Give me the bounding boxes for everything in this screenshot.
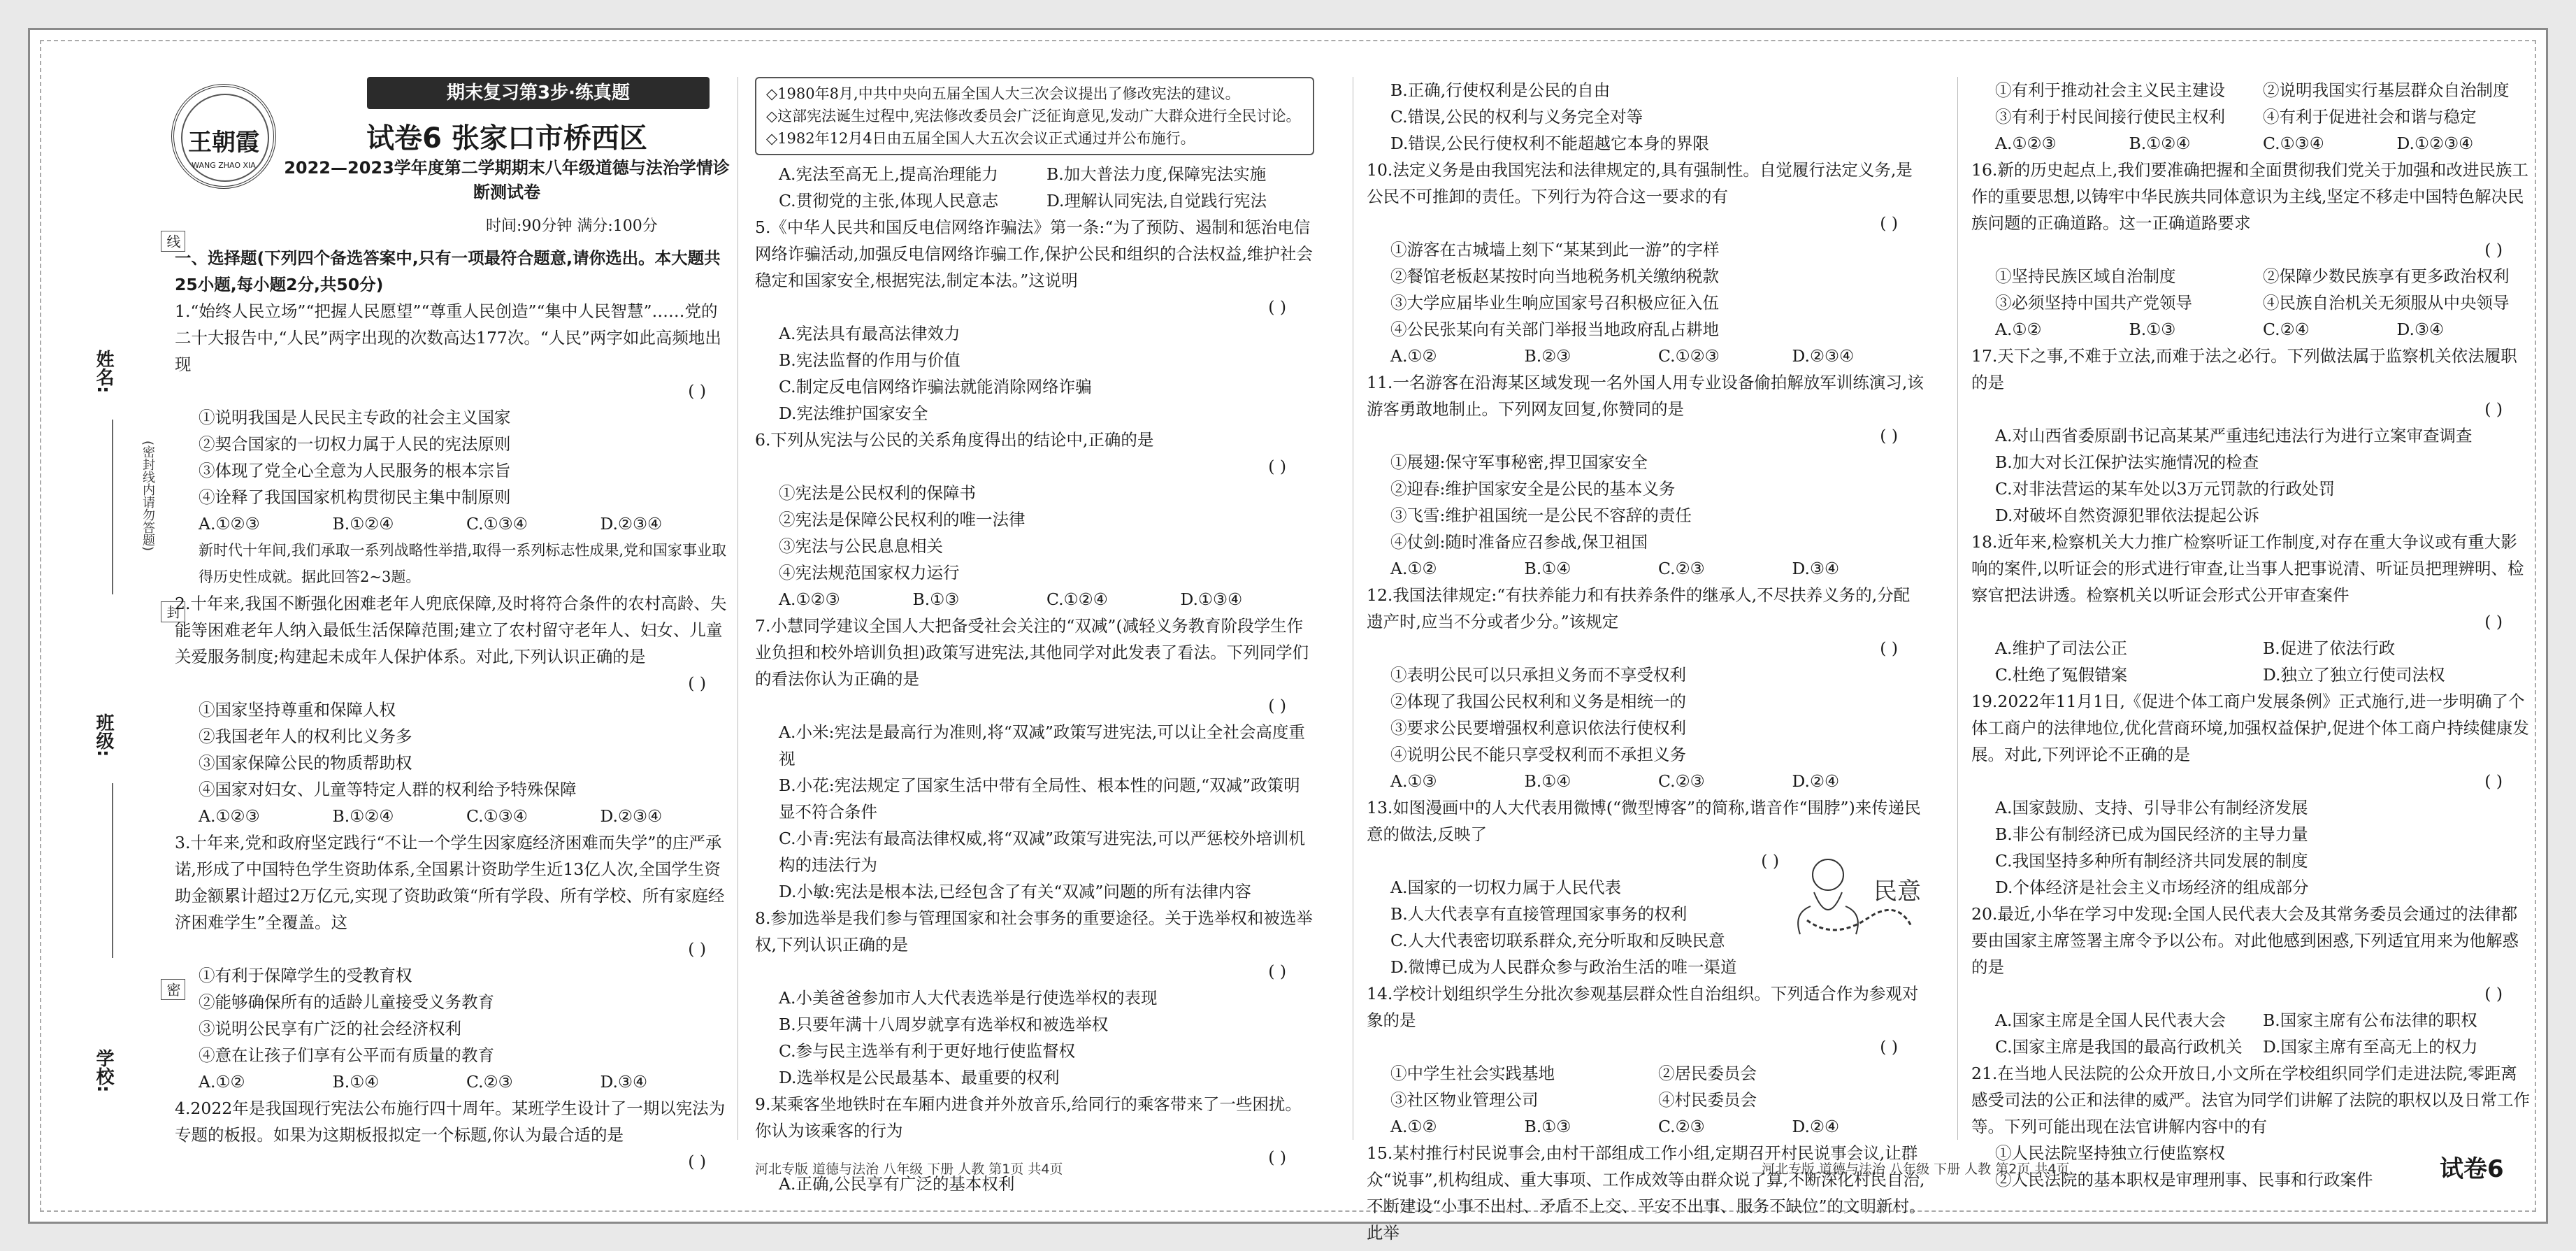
q2-options [175,803,734,829]
binding-margin [42,210,181,1119]
q12-item-1: ①表明公民可以只承担义务而不享受权利 [1390,665,1686,685]
q12-option-b[interactable]: B.①④ [1524,771,1571,791]
q4-option-b[interactable]: B.加大普法力度,保障宪法实施 [1046,164,1267,184]
box-line-1: ◇1980年8月,中共中央向五届全国人大三次会议提出了修改宪法的建议。 [766,85,1240,102]
weibo-cartoon [1786,850,1926,948]
q18-option-d[interactable]: D.独立了独立行使司法权 [2263,665,2445,685]
q8-paren: ( ) [1268,962,1286,981]
question-2: 2.十年来,我国不断强化困难老年人兜底保障,及时将符合条件的农村高龄、失能等困难老年人纳入最低生活保障范围;建立了农村留守老年人、妇女、儿童关爱服务制度;构建起未成年人保护体系。对此,下列认识正确的是 [175,594,727,666]
q14-option-d[interactable]: D.②④ [1792,1117,1840,1136]
paper-header [157,77,730,238]
q15-item-1: ①有利于推动社会主义民主建设 [1995,80,2225,100]
q7-option-d[interactable]: D.小敏:宪法是根本法,已经包含了有关“双减”问题的所有法律内容 [779,882,1251,901]
q1-option-c[interactable]: C.①③④ [466,514,528,534]
q16-option-b[interactable]: B.①③ [2129,320,2176,339]
q8-option-c[interactable]: C.参与民主选举有利于更好地行使监督权 [779,1041,1076,1061]
q2-paren: ( ) [688,673,706,693]
q1-option-a[interactable]: A.①②③ [199,514,260,534]
q15-option-b[interactable]: B.①②④ [2129,134,2191,153]
q21-item-1: ①人民法院坚持独立行使监察权 [1995,1143,2225,1163]
q4-option-c[interactable]: C.贯彻党的主张,体现人民意志 [779,191,999,210]
school-label: 学校: [93,1049,114,1093]
q14-options [1367,1113,1926,1140]
q13-option-b[interactable]: B.人大代表享有直接管理国家事务的权利 [1390,904,1688,924]
question-4: 4.2022年是我国现行宪法公布施行四十周年。某班学生设计了一期以宪法为专题的板报。如果为这期板报拟定一个标题,你认为最合适的是 [175,1099,726,1145]
q19-option-a[interactable]: A.国家鼓励、支持、引导非公有制经济发展 [1995,798,2308,817]
q3-item-4: ④意在让孩子们享有公平而有质量的教育 [199,1045,494,1065]
step-tag: 期末复习第3步·练真题 [367,77,710,109]
q15-item-2: ②说明我国实行基层群众自治制度 [2263,80,2510,100]
q11-paren: ( ) [1880,426,1898,445]
q6-options [755,586,1314,613]
q6-option-a[interactable]: A.①②③ [779,589,840,609]
q6-option-d[interactable]: D.①③④ [1180,589,1243,609]
q3-item-2: ②能够确保所有的适龄儿童接受义务教育 [199,992,494,1012]
q5-paren: ( ) [1268,297,1286,317]
q15-option-a[interactable]: A.①②③ [1995,134,2057,153]
q13-option-a[interactable]: A.国家的一切权力属于人民代表 [1390,878,1621,897]
q13-paren: ( ) [1761,851,1779,871]
q12-paren: ( ) [1880,638,1898,658]
q20-options [1971,1007,2531,1060]
q10-item-2: ②餐馆老板赵某按时向当地税务机关缴纳税款 [1390,266,1719,286]
q2-option-c[interactable]: C.①③④ [466,806,528,826]
q6-item-3: ③宪法与公民息息相关 [779,536,943,556]
q19-option-b[interactable]: B.非公有制经济已成为国民经济的主导力量 [1995,824,2308,844]
q7-option-a[interactable]: A.小米:宪法是最高行为准则,将“双减”政策写进宪法,可以让全社会高度重视 [779,722,1305,769]
q12-item-4: ④说明公民不能只享受权利而不承担义务 [1390,745,1686,764]
q2-item-3: ③国家保障公民的物质帮助权 [199,753,412,773]
q12-options [1367,768,1926,794]
q11-item-2: ②迎春:维护国家安全是公民的基本义务 [1390,479,1676,499]
class-label: 班级: [93,713,114,757]
question-11: 11.一名游客在沿海某区域发现一名外国人用专业设备偷拍解放军训练演习,该游客勇敢地制止。下列网友回复,你赞同的是 [1367,373,1924,419]
question-15: 15.某村推行村民说事会,由村干部组成工作小组,定期召开村民说事会议,让群众“说事”,机构组成、重大事项、工作成效等由群众说了算,不断深化村民自治,不断建设“小事不出村、矛盾不上交、平安不出事、服务不缺位”的文明新村。此举 [1367,1143,1926,1243]
q12-item-2: ②体现了我国公民权利和义务是相统一的 [1390,692,1686,711]
q2-3-note: 新时代十年间,我们承取一系列战略性举措,取得一系列标志性成果,党和国家事业取得历史性成就。据此回答2~3题。 [199,542,727,585]
q12-item-3: ③要求公民要增强权利意识依法行使权利 [1390,718,1686,738]
q10-option-a[interactable]: A.①② [1390,346,1437,366]
q16-items [1971,263,2531,316]
q1-option-b[interactable]: B.①②④ [332,514,394,534]
class-line [112,783,113,958]
q1-item-1: ①说明我国是人民民主专政的社会主义国家 [199,408,511,427]
q14-item-3: ③社区物业管理公司 [1390,1090,1539,1110]
constitution-box [755,77,1314,155]
q20-option-b[interactable]: B.国家主席有公布法律的职权 [2263,1010,2477,1030]
paper-number: 试卷6 [2440,1155,2504,1183]
logo-sub: WANG ZHAO XIA [192,161,256,170]
q3-item-3: ③说明公民享有广泛的社会经济权利 [199,1019,461,1038]
q18-option-a[interactable]: A.维护了司法公正 [1995,638,2127,658]
q3-item-1: ①有利于保障学生的受教育权 [199,966,412,985]
q9-option-d[interactable]: D.错误,公民行使权利不能超越它本身的界限 [1390,134,1709,153]
q10-option-d[interactable]: D.②③④ [1792,346,1855,366]
question-16: 16.新的历史起点上,我们要准确把握和全面贯彻我们党关于加强和改进民族工作的重要思想,以铸牢中华民族共同体意识为主线,坚定不移走中国特色解决民族问题的正确道路。这一正确道路要求 [1971,160,2528,233]
q20-option-c[interactable]: C.国家主席是我国的最高行政机关 [1995,1037,2243,1057]
q2-item-2: ②我国老年人的权利比义务多 [199,727,412,746]
q16-option-a[interactable]: A.①② [1995,320,2042,339]
q14-option-c[interactable]: C.②③ [1658,1117,1705,1136]
q10-option-c[interactable]: C.①②③ [1658,346,1720,366]
q9-option-a[interactable]: A.正确,公民享有广泛的基本权利 [779,1174,1015,1194]
q5-option-d[interactable]: D.宪法维护国家安全 [779,403,928,423]
q11-option-a[interactable]: A.①② [1390,559,1437,578]
seal-note: (密封线内请勿答题) [141,441,155,552]
q12-option-c[interactable]: C.②③ [1658,771,1705,791]
q1-item-4: ④诠释了我国国家机构贯彻民主集中制原则 [199,487,511,507]
q17-option-c[interactable]: C.对非法营运的某车处以3万元罚款的行政处罚 [1995,479,2336,499]
q16-paren: ( ) [2484,240,2503,259]
q16-options [1971,316,2531,343]
q14-item-4: ④村民委员会 [1658,1090,1757,1110]
q18-paren: ( ) [2484,612,2503,631]
q2-option-d[interactable]: D.②③④ [600,806,663,826]
q16-option-c[interactable]: C.②④ [2263,320,2310,339]
q8-option-b[interactable]: B.只要年满十八周岁就享有选举权和被选举权 [779,1015,1109,1034]
q3-option-c[interactable]: C.②③ [466,1072,513,1092]
q1-item-2: ②契合国家的一切权力属于人民的宪法原则 [199,434,511,454]
q5-option-a[interactable]: A.宪法具有最高法律效力 [779,324,960,343]
q8-option-a[interactable]: A.小美爸爸参加市人大代表选举是行使选举权的表现 [779,988,1158,1008]
q15-item-3: ③有利于村民间接行使民主权利 [1995,107,2225,127]
question-1 [175,298,734,378]
column-4 [1971,77,2531,1193]
column-divider-1 [737,77,738,1140]
q10-option-b[interactable]: B.②③ [1524,346,1571,366]
question-13: 13.如图漫画中的人大代表用微博(“微型博客”的简称,谐音作“围脖”)来传递民意的做法,反映了 [1367,798,1921,844]
q11-option-d[interactable]: D.③④ [1792,559,1840,578]
question-21: 21.在当地人民法院的公众开放日,小文所在学校组织同学们走进法院,零距离感受司法的公正和法律的威严。法官为同学们讲解了法院的职权以及日常工作等。下列可能出现在法官讲解内容中的有 [1971,1064,2530,1136]
q2-item-4: ④国家对妇女、儿童等特定人群的权利给予特殊保障 [199,780,577,799]
column-divider-3 [1957,77,1958,1140]
paper-title: 试卷6 张家口市桥西区 [366,122,647,155]
q14-items [1367,1060,1926,1113]
brand-logo [171,84,276,189]
section-heading: 一、选择题(下列四个备选答案中,只有一项最符合题意,请你选出。本大题共25小题,每小题2分,共50分) [175,248,721,294]
paper-subtitle: 2022—2023学年度第二学期期末八年级道德与法治学情诊断测试卷 [284,158,730,202]
q1-option-d[interactable]: D.②③④ [600,514,663,534]
q12-option-a[interactable]: A.①③ [1390,771,1437,791]
question-14: 14.学校计划组织学生分批次参观基层群众性自治组织。下列适合作为参观对象的是 [1367,984,1919,1030]
name-label: 姓名: [93,350,114,394]
q17-option-a[interactable]: A.对山西省委原副书记高某某严重违纪违法行为进行立案审查调查 [1995,426,2473,445]
q7-option-b[interactable]: B.小花:宪法规定了国家生活中带有全局性、根本性的问题,“双减”政策明显不符合条件 [779,775,1300,822]
q11-options [1367,555,1926,582]
q14-paren: ( ) [1880,1037,1898,1057]
footer-right: 河北专版 道德与法治 八年级 下册 人教 第2页 共4页 [1762,1161,2070,1177]
time-score-line: 时间:90分钟 满分:100分 [486,217,658,235]
column-1 [175,245,734,1175]
box-line-2: ◇这部宪法诞生过程中,宪法修改委员会广泛征询意见,发动广大群众进行全民讨论。 [766,108,1301,124]
q17-option-b[interactable]: B.加大对长江保护法实施情况的检查 [1995,452,2259,472]
logo-text: 王朝霞 [188,129,259,157]
q19-option-d[interactable]: D.个体经济是社会主义市场经济的组成部分 [1995,878,2309,897]
question-10: 10.法定义务是由我国宪法和法律规定的,具有强制性。自觉履行法定义务,是公民不可推卸的责任。下列行为符合这一要求的有 [1367,160,1913,206]
q15-option-c[interactable]: C.①③④ [2263,134,2324,153]
q4-options [755,161,1314,214]
q9-paren: ( ) [1268,1148,1286,1167]
q6-paren: ( ) [1268,457,1286,476]
q13-option-c[interactable]: C.人大代表密切联系群众,充分听取和反映民意 [1390,931,1725,950]
q17-paren: ( ) [2484,399,2503,419]
q11-item-4: ④仗剑:随时准备应召参战,保卫祖国 [1390,532,1648,552]
q8-option-d[interactable]: D.选举权是公民最基本、最重要的权利 [779,1068,1060,1087]
q1-options [175,510,734,537]
name-line [112,420,113,594]
question-5: 5.《中华人民共和国反电信网络诈骗法》第一条:“为了预防、遏制和惩治电信网络诈骗活动,加强反电信网络诈骗工作,保护公民和组织的合法权益,维护社会稳定和国家安全,根据宪法,制定本法。”这说明 [755,217,1313,290]
seal-mark-bottom: 密 [161,979,185,1000]
q15-options [1971,130,2531,157]
q10-options [1367,343,1926,369]
q9-option-b[interactable]: B.正确,行使权利是公民的自由 [1390,80,1611,100]
q12-option-d[interactable]: D.②④ [1792,771,1840,791]
q4-paren: ( ) [688,1152,706,1171]
q11-option-c[interactable]: C.②③ [1658,559,1705,578]
q1-stem: 1.“始终人民立场”“把握人民愿望”“尊重人民创造”“集中人民智慧”……党的二十大报告中,“人民”两字出现的次数高达177次。“人民”两字如此高频地出现 [175,301,721,374]
q19-option-c[interactable]: C.我国坚持多种所有制经济共同发展的制度 [1995,851,2308,871]
q5-option-b[interactable]: B.宪法监督的作用与价值 [779,350,960,370]
q3-option-b[interactable]: B.①④ [332,1072,380,1092]
q20-paren: ( ) [2484,984,2503,1003]
q15-item-4: ④有利于促进社会和谐与稳定 [2263,107,2477,127]
q3-option-d[interactable]: D.③④ [600,1072,648,1092]
q4-option-a[interactable]: A.宪法至高无上,提高治理能力 [779,164,998,184]
question-17: 17.天下之事,不难于立法,而难于法之必行。下列做法属于监察机关依法履职的是 [1971,346,2517,392]
q6-option-b[interactable]: B.①③ [912,589,960,609]
q5-option-c[interactable]: C.制定反电信网络诈骗法就能消除网络诈骗 [779,377,1092,396]
q16-item-4: ④民族自治机关无须服从中央领导 [2263,293,2510,313]
column-2 [755,77,1314,1197]
q6-option-c[interactable]: C.①②④ [1046,589,1108,609]
q16-item-3: ③必须坚持中国共产党领导 [1995,293,2192,313]
q7-paren: ( ) [1268,696,1286,715]
q14-item-2: ②居民委员会 [1658,1064,1757,1083]
q19-paren: ( ) [2484,771,2503,791]
q20-option-a[interactable]: A.国家主席是全国人民代表大会 [1995,1010,2226,1030]
q16-item-1: ①坚持民族区域自治制度 [1995,266,2176,286]
q3-option-a[interactable]: A.①② [199,1072,245,1092]
seal-mark-top: 线 [161,231,185,252]
question-7: 7.小慧同学建议全国人大把备受社会关注的“双减”(减轻义务教育阶段学生作业负担和校外培训负担)政策写进宪法,其他同学对此发表了看法。下列同学们的看法你认为正确的是 [755,616,1309,689]
q13-option-d[interactable]: D.微博已成为人民群众参与政治生活的唯一渠道 [1390,957,1737,977]
q14-option-b[interactable]: B.①③ [1524,1117,1571,1136]
question-19: 19.2022年11月1日,《促进个体工商户发展条例》正式施行,进一步明确了个体工商户的法律地位,优化营商环境,加强权益保护,促进个体工商户持续健康发展。对此,下列评论不正确的是 [1971,692,2529,764]
q7-option-c[interactable]: C.小青:宪法有最高法律权威,将“双减”政策写进宪法,可以严惩校外培训机构的违法行为 [779,829,1305,875]
q6-item-2: ②宪法是保障公民权利的唯一法律 [779,510,1026,529]
question-20: 20.最近,小华在学习中发现:全国人民代表大会及其常务委员会通过的法律都要由国家主席签署主席令予以公布。对此他感到困惑,下列适宜用来为他解惑的是 [1971,904,2519,977]
question-18: 18.近年来,检察机关大力推广检察听证工作制度,对存在重大争议或有重大影响的案件,以听证会的形式进行审查,让当事人把事说清、听证员把理辨明、检察官把法讲透。检察机关以听证会形式公开审查案件 [1971,532,2524,605]
q18-option-c[interactable]: C.杜绝了冤假错案 [1995,665,2128,685]
q3-options [175,1068,734,1095]
q15-option-d[interactable]: D.①②③④ [2396,134,2474,153]
question-9: 9.某乘客坐地铁时在车厢内进食并外放音乐,给同行的乘客带来了一些困扰。你认为该乘客的行为 [755,1094,1302,1141]
column-3 [1367,77,1926,1246]
cartoon-caption: 民意 [1873,878,1921,906]
q6-item-4: ④宪法规范国家权力运行 [779,563,960,582]
q20-option-d[interactable]: D.国家主席有至高无上的权力 [2263,1037,2478,1057]
q17-option-d[interactable]: D.对破坏自然资源犯罪依法提起公诉 [1995,506,2259,525]
q2-option-b[interactable]: B.①②④ [332,806,394,826]
q11-item-1: ①展翅:保守军事秘密,捍卫国家安全 [1390,452,1648,472]
q21-item-2: ②人民法院的基本职权是审理刑事、民事和行政案件 [1995,1170,2373,1189]
seal-mark-mid: 封 [161,601,185,622]
question-12: 12.我国法律规定:“有扶养能力和有扶养条件的继承人,不尽扶养义务的,分配遗产时,应当不分或者少分。”该规定 [1367,585,1911,631]
q10-paren: ( ) [1880,213,1898,233]
q3-paren: ( ) [688,939,706,959]
q6-item-1: ①宪法是公民权利的保障书 [779,483,976,503]
q2-option-a[interactable]: A.①②③ [199,806,260,826]
q14-item-1: ①中学生社会实践基地 [1390,1064,1555,1083]
box-line-3: ◇1982年12月4日由五届全国人大五次会议正式通过并公布施行。 [766,130,1195,147]
q15-items [1971,77,2531,130]
q10-item-4: ④公民张某向有关部门举报当地政府乱占耕地 [1390,320,1719,339]
q10-item-1: ①游客在古城墙上刻下“某某到此一游”的字样 [1390,240,1720,259]
question-6: 6.下列从宪法与公民的关系角度得出的结论中,正确的是 [755,430,1154,450]
q1-item-3: ③体现了党全心全意为人民服务的根本宗旨 [199,461,511,480]
q2-item-1: ①国家坚持尊重和保障人权 [199,700,396,720]
question-3: 3.十年来,党和政府坚定践行“不让一个学生因家庭经济困难而失学”的庄严承诺,形成了中国特色学生资助体系,全国累计资助学生近13亿人次,全国学生资助金额累计超过2万亿元,实现了资助政策“所有学段、所有学校、所有家庭经济困难学生”全覆盖。这 [175,833,725,932]
q18-option-b[interactable]: B.促进了依法行政 [2263,638,2396,658]
q11-option-b[interactable]: B.①④ [1524,559,1571,578]
q9-option-c[interactable]: C.错误,公民的权利与义务完全对等 [1390,107,1643,127]
q18-options [1971,635,2531,688]
q16-option-d[interactable]: D.③④ [2396,320,2445,339]
q1-paren: ( ) [688,381,706,401]
q14-option-a[interactable]: A.①② [1390,1117,1437,1136]
q4-option-d[interactable]: D.理解认同宪法,自觉践行宪法 [1046,191,1267,210]
q11-item-3: ③飞雪:维护祖国统一是公民不容辞的责任 [1390,506,1692,525]
footer-left: 河北专版 道德与法治 八年级 下册 人教 第1页 共4页 [755,1161,1063,1177]
question-8: 8.参加选举是我们参与管理国家和社会事务的重要途径。关于选举权和被选举权,下列认识正确的是 [755,908,1313,955]
q10-item-3: ③大学应届毕业生响应国家号召积极应征入伍 [1390,293,1719,313]
q16-item-2: ②保障少数民族享有更多政治权利 [2263,266,2510,286]
